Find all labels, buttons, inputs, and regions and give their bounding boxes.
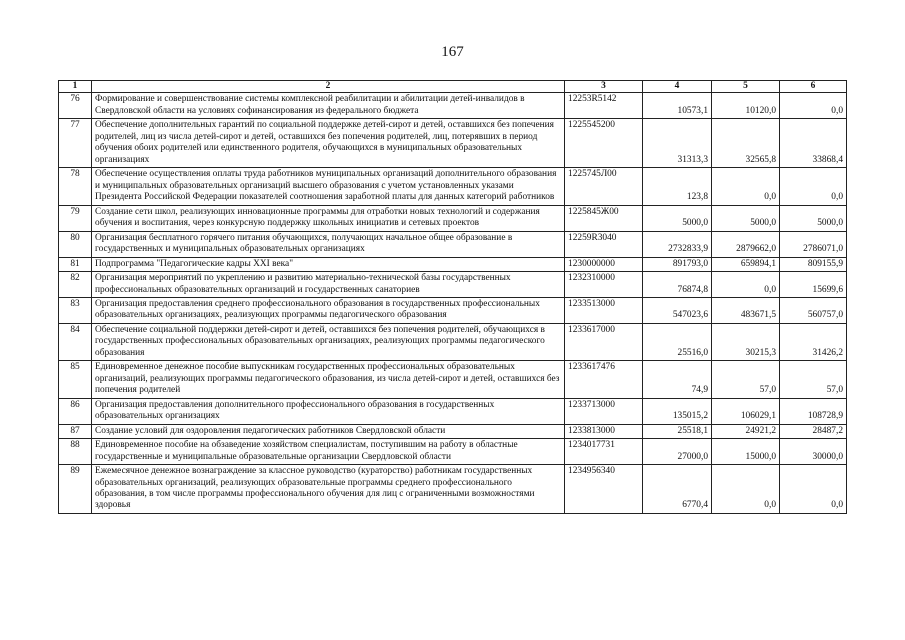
row-value-col4-cell: 25518,1 [643, 424, 712, 438]
row-number-cell: 89 [59, 465, 92, 514]
row-value-col6-cell: 0,0 [780, 93, 847, 119]
row-value-col4-cell: 27000,0 [643, 439, 712, 465]
row-code-cell: 1234956340 [565, 465, 643, 514]
row-number-cell: 85 [59, 361, 92, 398]
row-name-cell: Организация предоставления дополнительного профессионального образования в государственных образовательных организациях [92, 398, 565, 424]
row-value-col6-cell: 15699,6 [780, 272, 847, 298]
row-value-col5-cell: 106029,1 [712, 398, 780, 424]
row-name-cell: Единовременное пособие на обзаведение хозяйством специалистам, поступившим на работу в областные государственные и муниципальные образовательные организации Свердловской области [92, 439, 565, 465]
row-value-col6-cell: 5000,0 [780, 205, 847, 231]
budget-table-body [59, 81, 847, 514]
row-value-col5-cell: 2879662,0 [712, 231, 780, 257]
row-number-cell: 83 [59, 297, 92, 323]
row-value-col4-cell: 25516,0 [643, 323, 712, 360]
row-code-cell: 1234017731 [565, 439, 643, 465]
table-row [59, 361, 847, 398]
row-code-cell: 12259R3040 [565, 231, 643, 257]
row-value-col6-cell: 2786071,0 [780, 231, 847, 257]
table-row [59, 297, 847, 323]
row-value-col5-cell: 10120,0 [712, 93, 780, 119]
row-code-cell: 1233617476 [565, 361, 643, 398]
row-value-col4-cell: 31313,3 [643, 119, 712, 168]
row-number-cell: 86 [59, 398, 92, 424]
table-row [59, 168, 847, 205]
column-header: 3 [565, 81, 643, 93]
row-number-cell: 88 [59, 439, 92, 465]
row-value-col4-cell: 74,9 [643, 361, 712, 398]
row-value-col5-cell: 30215,3 [712, 323, 780, 360]
row-number-cell: 80 [59, 231, 92, 257]
row-code-cell: 1233713000 [565, 398, 643, 424]
row-name-cell: Обеспечение социальной поддержки детей-сирот и детей, оставшихся без попечения родителей, обучающихся в государственных профессиональных образовательных организациях, реализующих программы педагогического образования [92, 323, 565, 360]
column-header: 5 [712, 81, 780, 93]
row-value-col5-cell: 57,0 [712, 361, 780, 398]
row-value-col5-cell: 0,0 [712, 168, 780, 205]
row-name-cell: Формирование и совершенствование системы комплексной реабилитации и абилитации детей-инвалидов в Свердловской области на условиях софинансирования из федерального бюджета [92, 93, 565, 119]
row-value-col4-cell: 891793,0 [643, 257, 712, 271]
table-row [59, 398, 847, 424]
row-value-col6-cell: 809155,9 [780, 257, 847, 271]
table-header-row [59, 81, 847, 93]
column-header: 6 [780, 81, 847, 93]
table-row [59, 205, 847, 231]
row-number-cell: 76 [59, 93, 92, 119]
row-value-col6-cell: 31426,2 [780, 323, 847, 360]
row-number-cell: 81 [59, 257, 92, 271]
row-value-col6-cell: 33868,4 [780, 119, 847, 168]
row-name-cell: Обеспечение дополнительных гарантий по социальной поддержке детей-сирот и детей, оставшихся без попечения родителей, лиц из числа детей-сирот и детей, оставшихся без попечения родителей, лиц, потерявших в период обучения обоих родителей или единственного родителя, обучающихся в муниципальных образовательных организациях [92, 119, 565, 168]
column-header: 1 [59, 81, 92, 93]
row-value-col5-cell: 0,0 [712, 465, 780, 514]
row-code-cell: 1233513000 [565, 297, 643, 323]
table-row [59, 465, 847, 514]
row-value-col4-cell: 10573,1 [643, 93, 712, 119]
table-row [59, 257, 847, 271]
row-number-cell: 77 [59, 119, 92, 168]
table-row [59, 424, 847, 438]
row-value-col6-cell: 108728,9 [780, 398, 847, 424]
row-name-cell: Ежемесячное денежное вознаграждение за классное руководство (кураторство) работникам государственных образовательных организаций, реализующих образовательные программы среднего профессионального образования, в том числе программы профессионального обучения для лиц с ограниченными возможностями здоровья [92, 465, 565, 514]
row-number-cell: 82 [59, 272, 92, 298]
row-code-cell: 12253R5142 [565, 93, 643, 119]
table-row [59, 231, 847, 257]
row-name-cell: Единовременное денежное пособие выпускникам государственных профессиональных образовательных организаций, реализующих программы педагогического образования, из числа детей-сирот и детей, оставшихся без попечения родителей [92, 361, 565, 398]
row-value-col6-cell: 0,0 [780, 465, 847, 514]
row-name-cell: Организация бесплатного горячего питания обучающихся, получающих начальное общее образование в государственных и муниципальных образовательных организациях [92, 231, 565, 257]
row-code-cell: 1225745Л00 [565, 168, 643, 205]
table-row [59, 93, 847, 119]
table-row [59, 439, 847, 465]
row-value-col5-cell: 0,0 [712, 272, 780, 298]
table-row [59, 119, 847, 168]
table-row [59, 323, 847, 360]
row-name-cell: Создание сети школ, реализующих инновационные программы для отработки новых технологий и содержания обучения и воспитания, через конкурсную поддержку школьных инициатив и сетевых проектов [92, 205, 565, 231]
row-code-cell: 1225845Ж00 [565, 205, 643, 231]
column-header: 4 [643, 81, 712, 93]
row-value-col5-cell: 5000,0 [712, 205, 780, 231]
row-name-cell: Обеспечение осуществления оплаты труда работников муниципальных организаций дополнительного образования и муниципальных образовательных организаций высшего образования с учетом установленных указами Президента Российской Федерации показателей соотношения заработной платы для данных категорий работников [92, 168, 565, 205]
row-value-col5-cell: 15000,0 [712, 439, 780, 465]
column-header: 2 [92, 81, 565, 93]
row-code-cell: 1232310000 [565, 272, 643, 298]
row-value-col6-cell: 30000,0 [780, 439, 847, 465]
row-code-cell: 1225545200 [565, 119, 643, 168]
row-value-col6-cell: 28487,2 [780, 424, 847, 438]
row-number-cell: 87 [59, 424, 92, 438]
row-value-col4-cell: 6770,4 [643, 465, 712, 514]
row-value-col4-cell: 135015,2 [643, 398, 712, 424]
row-value-col5-cell: 32565,8 [712, 119, 780, 168]
row-value-col5-cell: 483671,5 [712, 297, 780, 323]
row-name-cell: Организация предоставления среднего профессионального образования в государственных профессиональных образовательных организациях, реализующих программы педагогического образования [92, 297, 565, 323]
row-value-col5-cell: 659894,1 [712, 257, 780, 271]
row-value-col5-cell: 24921,2 [712, 424, 780, 438]
row-value-col6-cell: 560757,0 [780, 297, 847, 323]
row-value-col6-cell: 0,0 [780, 168, 847, 205]
row-name-cell: Создание условий для оздоровления педагогических работников Свердловской области [92, 424, 565, 438]
row-code-cell: 1233813000 [565, 424, 643, 438]
row-value-col6-cell: 57,0 [780, 361, 847, 398]
row-name-cell: Организация мероприятий по укреплению и развитию материально-технической базы государственных профессиональных образовательных организаций и государственных санаториев [92, 272, 565, 298]
row-number-cell: 78 [59, 168, 92, 205]
row-value-col4-cell: 76874,8 [643, 272, 712, 298]
row-number-cell: 79 [59, 205, 92, 231]
page-number: 167 [441, 44, 464, 60]
row-value-col4-cell: 123,8 [643, 168, 712, 205]
budget-table [58, 80, 847, 514]
row-value-col4-cell: 547023,6 [643, 297, 712, 323]
row-value-col4-cell: 5000,0 [643, 205, 712, 231]
row-code-cell: 1230000000 [565, 257, 643, 271]
table-row [59, 272, 847, 298]
row-name-cell: Подпрограмма "Педагогические кадры XXI века" [92, 257, 565, 271]
row-code-cell: 1233617000 [565, 323, 643, 360]
row-value-col4-cell: 2732833,9 [643, 231, 712, 257]
row-number-cell: 84 [59, 323, 92, 360]
